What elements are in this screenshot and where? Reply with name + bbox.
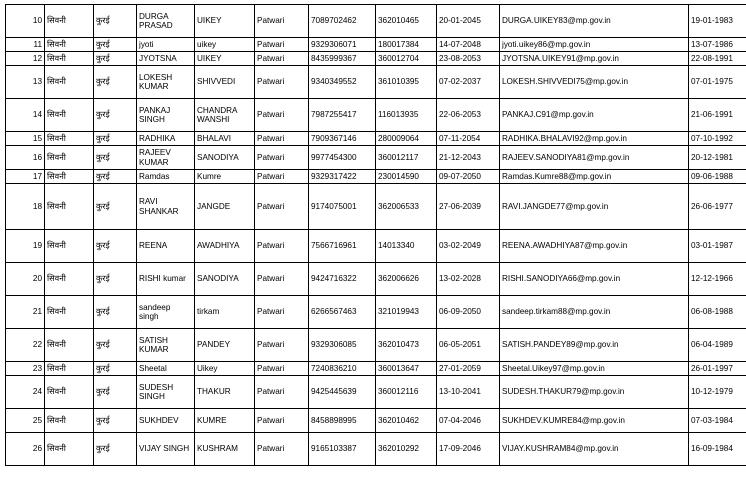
- cell-designation: Patwari: [255, 329, 309, 362]
- cell-email: LOKESH.SHIVVEDI75@mp.gov.in: [500, 66, 689, 99]
- cell-last-name: KUSHRAM: [195, 433, 255, 466]
- cell-mobile: 9329306085: [309, 329, 376, 362]
- cell-district: सिवनी: [45, 52, 94, 66]
- cell-mobile: 6266567463: [309, 296, 376, 329]
- cell-first-name: RISHI kumar: [137, 263, 195, 296]
- cell-email: RAJEEV.SANODIYA81@mp.gov.in: [500, 146, 689, 170]
- cell-first-name: RAJEEV KUMAR: [137, 146, 195, 170]
- table-row[interactable]: [6, 296, 746, 329]
- table-row[interactable]: [6, 132, 746, 146]
- cell-district: सिवनी: [45, 362, 94, 376]
- cell-first-name: Ramdas: [137, 170, 195, 184]
- cell-date1: 14-07-2048: [437, 38, 500, 52]
- cell-block: कुरई: [94, 99, 137, 132]
- cell-block: कुरई: [94, 362, 137, 376]
- cell-date1: 07-04-2046: [437, 409, 500, 433]
- cell-last-name: Uikey: [195, 362, 255, 376]
- cell-district: सिवनी: [45, 38, 94, 52]
- cell-id: 360012704: [376, 52, 437, 66]
- cell-sno: 11: [6, 38, 45, 52]
- cell-district: सिवनी: [45, 433, 94, 466]
- cell-id: 360012116: [376, 376, 437, 409]
- cell-sno: 14: [6, 99, 45, 132]
- cell-last-name: AWADHIYA: [195, 230, 255, 263]
- cell-mobile: 7240836210: [309, 362, 376, 376]
- cell-email: RAVI.JANGDE77@mp.gov.in: [500, 184, 689, 230]
- cell-last-name: Kumre: [195, 170, 255, 184]
- cell-block: कुरई: [94, 376, 137, 409]
- table-row[interactable]: [6, 99, 746, 132]
- cell-sno: 20: [6, 263, 45, 296]
- cell-sno: 23: [6, 362, 45, 376]
- cell-last-name: THAKUR: [195, 376, 255, 409]
- cell-district: सिवनी: [45, 296, 94, 329]
- cell-designation: Patwari: [255, 184, 309, 230]
- cell-last-name: PANDEY: [195, 329, 255, 362]
- cell-first-name: RADHIKA: [137, 132, 195, 146]
- cell-date1: 27-01-2059: [437, 362, 500, 376]
- cell-id: 14013340: [376, 230, 437, 263]
- cell-designation: Patwari: [255, 409, 309, 433]
- cell-block: कुरई: [94, 170, 137, 184]
- cell-date1: 13-10-2041: [437, 376, 500, 409]
- cell-date2: 20-12-1981: [689, 146, 746, 170]
- table-row[interactable]: [6, 170, 746, 184]
- table-body: [6, 5, 746, 466]
- employee-table: [5, 4, 746, 466]
- cell-last-name: UIKEY: [195, 52, 255, 66]
- cell-designation: Patwari: [255, 170, 309, 184]
- cell-id: 362006626: [376, 263, 437, 296]
- cell-email: JYOTSNA.UIKEY91@mp.gov.in: [500, 52, 689, 66]
- cell-sno: 22: [6, 329, 45, 362]
- cell-district: सिवनी: [45, 376, 94, 409]
- cell-id: 116013935: [376, 99, 437, 132]
- cell-mobile: 9977454300: [309, 146, 376, 170]
- cell-date2: 06-08-1988: [689, 296, 746, 329]
- cell-date1: 17-09-2046: [437, 433, 500, 466]
- cell-sno: 15: [6, 132, 45, 146]
- cell-date2: 12-12-1966: [689, 263, 746, 296]
- cell-block: कुरई: [94, 184, 137, 230]
- cell-block: कुरई: [94, 329, 137, 362]
- cell-email: Ramdas.Kumre88@mp.gov.in: [500, 170, 689, 184]
- cell-sno: 24: [6, 376, 45, 409]
- cell-block: कुरई: [94, 146, 137, 170]
- cell-date2: 07-01-1975: [689, 66, 746, 99]
- cell-district: सिवनी: [45, 99, 94, 132]
- cell-id: 362010465: [376, 5, 437, 38]
- cell-last-name: BHALAVI: [195, 132, 255, 146]
- cell-date1: 27-06-2039: [437, 184, 500, 230]
- cell-email: SUKHDEV.KUMRE84@mp.gov.in: [500, 409, 689, 433]
- cell-block: कुरई: [94, 5, 137, 38]
- cell-email: Sheetal.Uikey97@mp.gov.in: [500, 362, 689, 376]
- cell-mobile: 9174075001: [309, 184, 376, 230]
- cell-mobile: 9340349552: [309, 66, 376, 99]
- cell-designation: Patwari: [255, 263, 309, 296]
- table-row[interactable]: [6, 66, 746, 99]
- cell-date2: 03-01-1987: [689, 230, 746, 263]
- cell-designation: Patwari: [255, 362, 309, 376]
- cell-designation: Patwari: [255, 132, 309, 146]
- cell-mobile: 9329306071: [309, 38, 376, 52]
- cell-email: SATISH.PANDEY89@mp.gov.in: [500, 329, 689, 362]
- cell-id: 180017384: [376, 38, 437, 52]
- cell-last-name: KUMRE: [195, 409, 255, 433]
- cell-date1: 21-12-2043: [437, 146, 500, 170]
- cell-sno: 13: [6, 66, 45, 99]
- cell-email: RADHIKA.BHALAVI92@mp.gov.in: [500, 132, 689, 146]
- cell-date2: 09-06-1988: [689, 170, 746, 184]
- cell-block: कुरई: [94, 296, 137, 329]
- cell-first-name: jyoti: [137, 38, 195, 52]
- cell-sno: 10: [6, 5, 45, 38]
- cell-last-name: uikey: [195, 38, 255, 52]
- table-row[interactable]: [6, 184, 746, 230]
- cell-id: 360013647: [376, 362, 437, 376]
- cell-district: सिवनी: [45, 230, 94, 263]
- cell-date1: 09-07-2050: [437, 170, 500, 184]
- cell-sno: 26: [6, 433, 45, 466]
- cell-date2: 16-09-1984: [689, 433, 746, 466]
- cell-id: 362010462: [376, 409, 437, 433]
- cell-district: सिवनी: [45, 66, 94, 99]
- cell-first-name: DURGA PRASAD: [137, 5, 195, 38]
- cell-last-name: JANGDE: [195, 184, 255, 230]
- cell-date1: 22-06-2053: [437, 99, 500, 132]
- cell-date2: 10-12-1979: [689, 376, 746, 409]
- cell-designation: Patwari: [255, 146, 309, 170]
- cell-date2: 19-01-1983: [689, 5, 746, 38]
- cell-mobile: 9424716322: [309, 263, 376, 296]
- cell-mobile: 9165103387: [309, 433, 376, 466]
- cell-mobile: 7909367146: [309, 132, 376, 146]
- cell-designation: Patwari: [255, 5, 309, 38]
- cell-sno: 17: [6, 170, 45, 184]
- cell-mobile: 9425445639: [309, 376, 376, 409]
- cell-designation: Patwari: [255, 99, 309, 132]
- table-row[interactable]: [6, 409, 746, 433]
- cell-date1: 07-11-2054: [437, 132, 500, 146]
- cell-first-name: SATISH KUMAR: [137, 329, 195, 362]
- cell-date1: 06-09-2050: [437, 296, 500, 329]
- cell-district: सिवनी: [45, 170, 94, 184]
- cell-date1: 03-02-2049: [437, 230, 500, 263]
- cell-email: DURGA.UIKEY83@mp.gov.in: [500, 5, 689, 38]
- cell-date2: 07-03-1984: [689, 409, 746, 433]
- cell-last-name: SHIVVEDI: [195, 66, 255, 99]
- cell-district: सिवनी: [45, 184, 94, 230]
- cell-designation: Patwari: [255, 66, 309, 99]
- table-row[interactable]: [6, 5, 746, 38]
- cell-date1: 06-05-2051: [437, 329, 500, 362]
- cell-first-name: PANKAJ SINGH: [137, 99, 195, 132]
- cell-last-name: CHANDRA WANSHI: [195, 99, 255, 132]
- cell-sno: 18: [6, 184, 45, 230]
- cell-email: sandeep.tirkam88@mp.gov.in: [500, 296, 689, 329]
- cell-mobile: 7987255417: [309, 99, 376, 132]
- cell-date2: 07-10-1992: [689, 132, 746, 146]
- cell-date1: 07-02-2037: [437, 66, 500, 99]
- cell-sno: 19: [6, 230, 45, 263]
- cell-last-name: tirkam: [195, 296, 255, 329]
- cell-last-name: UIKEY: [195, 5, 255, 38]
- cell-sno: 16: [6, 146, 45, 170]
- cell-district: सिवनी: [45, 132, 94, 146]
- cell-id: 362010473: [376, 329, 437, 362]
- table-row[interactable]: [6, 230, 746, 263]
- cell-designation: Patwari: [255, 230, 309, 263]
- cell-mobile: 8458898995: [309, 409, 376, 433]
- table-row[interactable]: [6, 376, 746, 409]
- table-row[interactable]: [6, 146, 746, 170]
- cell-last-name: SANODIYA: [195, 263, 255, 296]
- cell-id: 280009064: [376, 132, 437, 146]
- table-row[interactable]: [6, 52, 746, 66]
- cell-sno: 12: [6, 52, 45, 66]
- cell-block: कुरई: [94, 38, 137, 52]
- cell-email: REENA.AWADHIYA87@mp.gov.in: [500, 230, 689, 263]
- cell-first-name: SUDESH SINGH: [137, 376, 195, 409]
- cell-designation: Patwari: [255, 52, 309, 66]
- cell-date2: 26-06-1977: [689, 184, 746, 230]
- cell-first-name: JYOTSNA: [137, 52, 195, 66]
- cell-block: कुरई: [94, 52, 137, 66]
- cell-mobile: 7089702462: [309, 5, 376, 38]
- cell-date1: 23-08-2053: [437, 52, 500, 66]
- table-row[interactable]: [6, 362, 746, 376]
- cell-designation: Patwari: [255, 296, 309, 329]
- cell-block: कुरई: [94, 132, 137, 146]
- cell-id: 362006533: [376, 184, 437, 230]
- cell-district: सिवनी: [45, 146, 94, 170]
- cell-date1: 20-01-2045: [437, 5, 500, 38]
- cell-block: कुरई: [94, 409, 137, 433]
- cell-first-name: LOKESH KUMAR: [137, 66, 195, 99]
- cell-email: VIJAY.KUSHRAM84@mp.gov.in: [500, 433, 689, 466]
- cell-sno: 25: [6, 409, 45, 433]
- cell-date2: 06-04-1989: [689, 329, 746, 362]
- cell-mobile: 9329317422: [309, 170, 376, 184]
- cell-block: कुरई: [94, 230, 137, 263]
- cell-district: सिवनी: [45, 409, 94, 433]
- cell-id: 230014590: [376, 170, 437, 184]
- document-sheet: [0, 4, 746, 504]
- cell-first-name: RAVI SHANKAR: [137, 184, 195, 230]
- cell-date2: 22-08-1991: [689, 52, 746, 66]
- table-row[interactable]: [6, 263, 746, 296]
- cell-email: RISHI.SANODIYA66@mp.gov.in: [500, 263, 689, 296]
- table-row[interactable]: [6, 329, 746, 362]
- cell-date2: 26-01-1997: [689, 362, 746, 376]
- cell-first-name: SUKHDEV: [137, 409, 195, 433]
- cell-first-name: Sheetal: [137, 362, 195, 376]
- cell-date2: 21-06-1991: [689, 99, 746, 132]
- cell-mobile: 8435999367: [309, 52, 376, 66]
- cell-id: 361010395: [376, 66, 437, 99]
- cell-first-name: sandeep singh: [137, 296, 195, 329]
- cell-first-name: VIJAY SINGH: [137, 433, 195, 466]
- cell-district: सिवनी: [45, 263, 94, 296]
- cell-district: सिवनी: [45, 329, 94, 362]
- table-row[interactable]: [6, 38, 746, 52]
- cell-designation: Patwari: [255, 433, 309, 466]
- cell-district: सिवनी: [45, 5, 94, 38]
- cell-email: jyoti.uikey86@mp.gov.in: [500, 38, 689, 52]
- cell-sno: 21: [6, 296, 45, 329]
- cell-email: SUDESH.THAKUR79@mp.gov.in: [500, 376, 689, 409]
- cell-block: कुरई: [94, 66, 137, 99]
- cell-first-name: REENA: [137, 230, 195, 263]
- cell-id: 362010292: [376, 433, 437, 466]
- table-row[interactable]: [6, 433, 746, 466]
- cell-block: कुरई: [94, 433, 137, 466]
- cell-mobile: 7566716961: [309, 230, 376, 263]
- cell-designation: Patwari: [255, 38, 309, 52]
- cell-date1: 13-02-2028: [437, 263, 500, 296]
- cell-designation: Patwari: [255, 376, 309, 409]
- cell-last-name: SANODIYA: [195, 146, 255, 170]
- cell-id: 360012117: [376, 146, 437, 170]
- cell-date2: 13-07-1986: [689, 38, 746, 52]
- cell-id: 321019943: [376, 296, 437, 329]
- cell-block: कुरई: [94, 263, 137, 296]
- cell-email: PANKAJ.C91@mp.gov.in: [500, 99, 689, 132]
